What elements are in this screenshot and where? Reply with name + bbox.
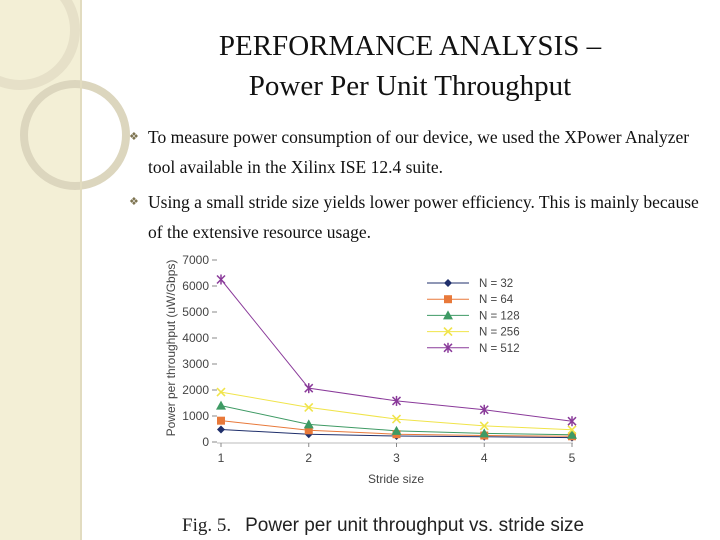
- x-tick-label: 1: [217, 451, 225, 465]
- marker-triangle: [216, 401, 226, 410]
- y-tick-label: 7000: [182, 253, 209, 267]
- legend-label: N = 256: [479, 326, 520, 339]
- decorative-ring: [0, 0, 80, 90]
- x-tick-label: 2: [305, 451, 313, 465]
- bullet-item: [129, 187, 708, 247]
- x-tick-label: 4: [480, 451, 488, 465]
- chart-legend: [427, 278, 520, 355]
- figure-caption: [182, 515, 584, 537]
- chart-series-lines: [221, 280, 572, 438]
- figure-caption-text: Power per unit throughput vs. stride size: [245, 515, 585, 536]
- legend-label: N = 512: [479, 342, 520, 355]
- y-tick-label: 3000: [182, 357, 209, 371]
- legend-label: N = 128: [479, 310, 520, 323]
- y-tick-label: 5000: [182, 305, 209, 319]
- slide-title-line-1: PERFORMANCE ANALYSIS –: [218, 30, 602, 62]
- y-tick-label: 2000: [182, 383, 209, 397]
- slide-title-line-2: Power Per Unit Throughput: [248, 70, 572, 102]
- bullet-text: To measure power consumption of our device, we used the XPower Analyzer tool available in the Xilinx ISE 12.4 suite.: [148, 127, 690, 177]
- slide-sidebar-decoration: [0, 0, 80, 540]
- figure-number: Fig. 5.: [182, 515, 232, 536]
- sidebar-divider: [80, 0, 82, 540]
- y-tick-label: 0: [202, 435, 209, 449]
- power-throughput-chart: [155, 248, 595, 493]
- y-tick-label: 6000: [182, 279, 209, 293]
- marker-diamond: [217, 426, 225, 434]
- marker-star: [217, 275, 225, 285]
- legend-label: N = 64: [479, 294, 514, 307]
- x-tick-label: 3: [393, 451, 400, 465]
- marker-square: [444, 295, 452, 303]
- x-axis-label: Stride size: [367, 472, 425, 486]
- marker-diamond: [444, 279, 452, 287]
- bullet-text: Using a small stride size yields lower power efficiency. This is mainly because of the extensive resource usage.: [148, 192, 699, 242]
- x-tick-label: 5: [568, 451, 576, 465]
- y-tick-label: 4000: [182, 331, 209, 345]
- bullet-item: [129, 122, 708, 182]
- bullet-marker-icon: ❖: [129, 131, 139, 143]
- bullet-marker-icon: ❖: [129, 196, 139, 208]
- legend-label: N = 32: [479, 278, 514, 290]
- marker-triangle: [443, 310, 453, 319]
- y-axis-label: Power per throughput (uW/Gbps): [164, 259, 178, 437]
- marker-square: [217, 417, 225, 425]
- y-tick-label: 1000: [182, 409, 209, 423]
